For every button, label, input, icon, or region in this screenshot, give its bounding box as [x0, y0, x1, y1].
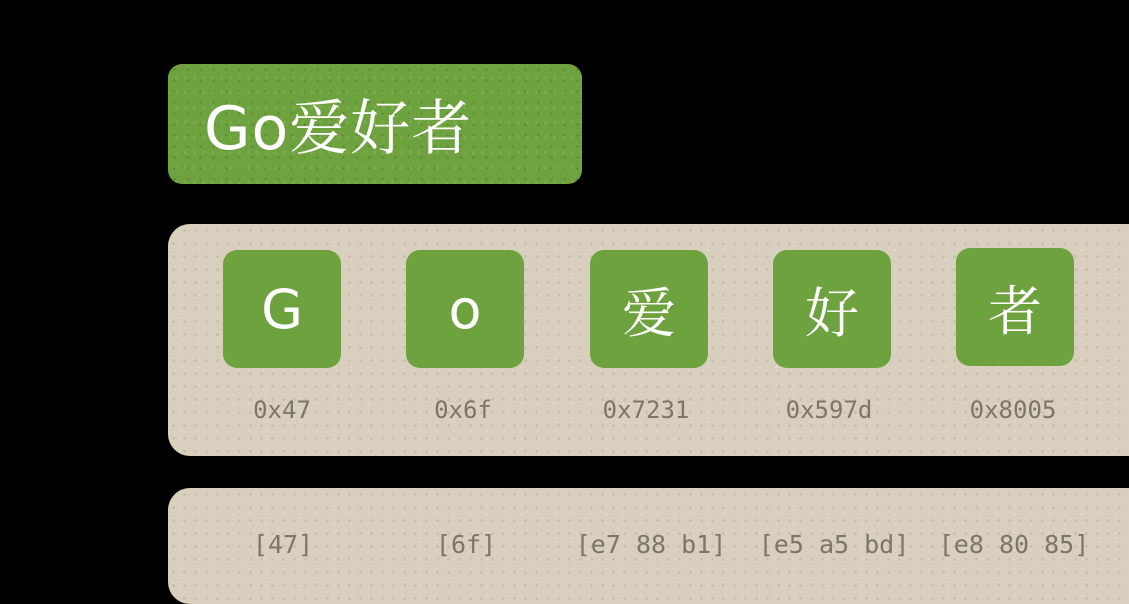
char-glyph: o — [448, 277, 482, 341]
title-box — [168, 64, 582, 184]
char-glyph: 爱 — [622, 281, 676, 345]
char-glyph: 者 — [988, 279, 1042, 343]
code-point-label: 0x6f — [434, 396, 492, 424]
code-point-label: 0x47 — [253, 396, 311, 424]
bytes-panel — [168, 488, 1129, 604]
code-point-label: 0x597d — [785, 396, 873, 424]
char-glyph: 好 — [805, 281, 859, 345]
code-point-label: 0x8005 — [969, 396, 1057, 424]
code-point-label: 0x7231 — [602, 396, 690, 424]
char-tile — [406, 250, 524, 368]
characters-panel — [168, 224, 1129, 456]
utf8-bytes-label: [e7 88 b1] — [575, 530, 727, 559]
char-tile — [590, 250, 708, 368]
utf8-bytes-label: [e5 a5 bd] — [758, 530, 910, 559]
char-glyph: G — [261, 277, 303, 341]
utf8-bytes-label: [e8 80 85] — [938, 530, 1090, 559]
utf8-bytes-label: [47] — [252, 530, 314, 559]
title-text: Go爱好者 — [204, 94, 473, 164]
char-tile — [956, 248, 1074, 366]
char-tile — [223, 250, 341, 368]
char-tile — [773, 250, 891, 368]
utf8-bytes-label: [6f] — [435, 530, 497, 559]
